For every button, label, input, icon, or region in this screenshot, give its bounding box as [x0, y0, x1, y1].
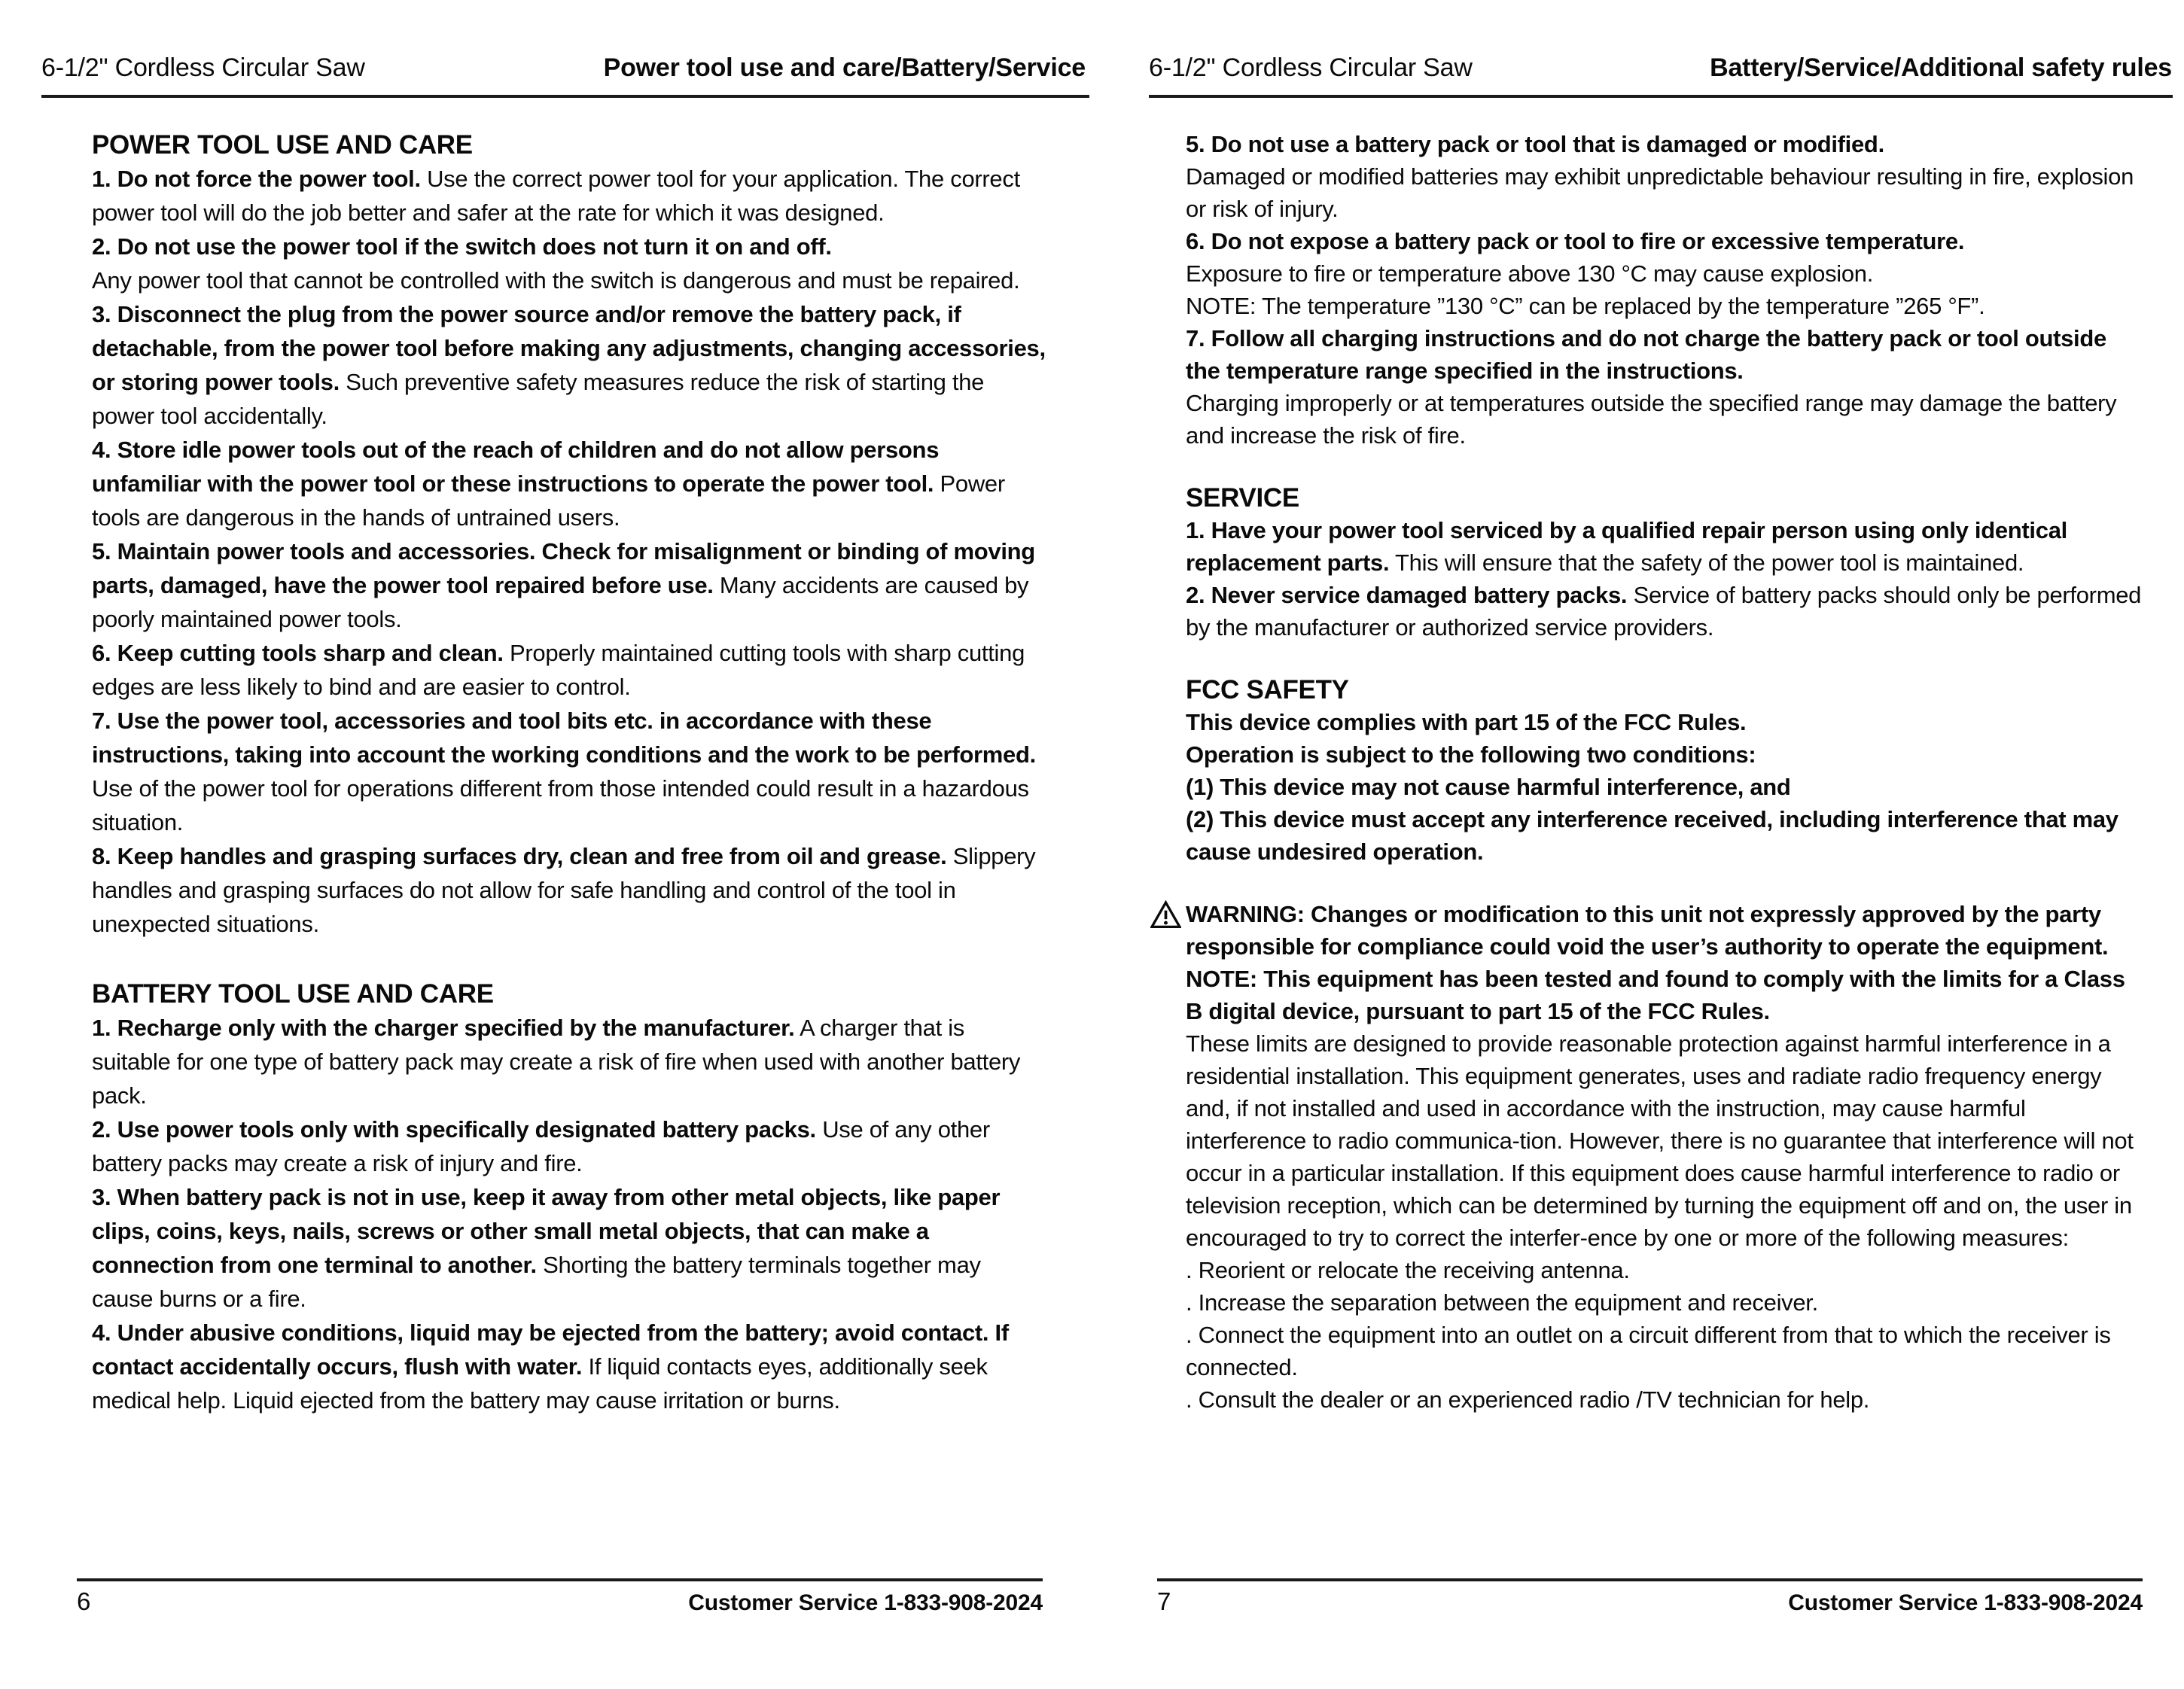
paragraph [92, 230, 1048, 263]
paragraph [1186, 290, 2142, 322]
product-title: 6-1/2" Cordless Circular Saw [41, 53, 365, 82]
page-header [1149, 51, 2172, 84]
paragraph [1186, 1383, 2142, 1416]
section-heading: POWER TOOL USE AND CARE [92, 130, 473, 160]
paragraph [1186, 257, 2142, 290]
paragraph [1186, 738, 2142, 771]
header-rule [1149, 95, 2173, 98]
bold-lead-text: 6. Do not expose a battery pack or tool to fire or excessive temperature. [1186, 228, 1965, 254]
page-body [92, 128, 1048, 1417]
customer-service-number: Customer Service 1-833-908-2024 [1788, 1590, 2143, 1615]
body-text: Properly maintained cutting tools with sharp cutting edges are less likely to bind and are easier to control. [92, 640, 1025, 700]
paragraph [1186, 225, 2142, 257]
body-text: Use the correct power tool for your application. The correct power tool will do the job better and safer at the rate for which it was designed. [92, 166, 1020, 226]
body-text: Shorting the battery terminals together may cause burns or a fire. [92, 1252, 981, 1312]
bold-lead-text: 4. Store idle power tools out of the reach of children and do not allow persons unfamiliar with the power tool or these instructions to operate the power tool. [92, 437, 940, 497]
bold-lead-text: 8. Keep handles and grasping surfaces dry, clean and free from oil and grease. [92, 843, 947, 869]
body-text: . Increase the separation between the equipment and receiver. [1186, 1289, 1818, 1316]
body-text: . Connect the equipment into an outlet on a circuit different from that to which the receiver is connected. [1186, 1322, 2111, 1380]
body-text: Such preventive safety measures reduce the risk of starting the power tool accidentally. [92, 369, 985, 429]
paragraph [92, 1316, 1048, 1417]
section-heading: BATTERY TOOL USE AND CARE [92, 979, 494, 1009]
bold-lead-text: 2. Never service damaged battery packs. [1186, 582, 1628, 608]
section-gap [1186, 452, 2142, 482]
bold-lead-text: (1) This device may not cause harmful interference, and [1186, 774, 1791, 800]
body-text: Damaged or modified batteries may exhibit unpredictable behaviour resulting in fire, explosion or risk of injury. [1186, 163, 2134, 222]
paragraph [92, 1112, 1048, 1180]
body-text: Exposure to fire or temperature above 130 °C may cause explosion. [1186, 260, 1874, 287]
bold-lead-text: WARNING: Changes or modification to this unit not expressly approved by the party responsible for compliance could void the user’s authority to operate the equipment. [1186, 901, 2109, 960]
bold-lead-text: 1. Have your power tool serviced by a qualified repair person using only identical replacement parts. [1186, 517, 2067, 576]
section-heading: SERVICE [1186, 483, 1299, 513]
bold-lead-text: 3. When battery pack is not in use, keep it away from other metal objects, like paper clips, coins, keys, nails, screws or other small metal objects, that can make a connection from one terminal to another. [92, 1184, 1001, 1278]
body-text: This will ensure that the safety of the power tool is maintained. [1389, 549, 2024, 576]
paragraph [1186, 1319, 2142, 1383]
page-7 [1092, 0, 2184, 1689]
paragraph [92, 263, 1048, 297]
bold-lead-text: 5. Maintain power tools and accessories. Check for misalignment or binding of moving parts, damaged, have the power tool repaired before use. [92, 538, 1035, 598]
body-text: Any power tool that cannot be controlled with the switch is dangerous and must be repaired. [92, 267, 1020, 294]
body-text: Use of any other battery packs may create a risk of injury and fire. [92, 1116, 990, 1176]
header-rule [41, 95, 1089, 98]
bold-lead-text: 2. Use power tools only with specifically designated battery packs. [92, 1116, 816, 1143]
section-gap [1186, 644, 2142, 674]
bold-lead-text: 5. Do not use a battery pack or tool that is damaged or modified. [1186, 131, 1884, 157]
warning-paragraph [1186, 898, 2142, 963]
section-gap [92, 941, 1048, 977]
page-footer [77, 1585, 1043, 1620]
bold-lead-text: Operation is subject to the following two conditions: [1186, 741, 1756, 768]
section-gap [1186, 868, 2142, 898]
paragraph [92, 297, 1048, 433]
paragraph [92, 1011, 1048, 1112]
bold-lead-text: 6. Keep cutting tools sharp and clean. [92, 640, 504, 666]
bold-lead-text: 1. Do not force the power tool. [92, 166, 421, 192]
paragraph [1186, 771, 2142, 803]
body-text: Charging improperly or at temperatures outside the specified range may damage the battery and increase the risk of fire. [1186, 390, 2117, 449]
body-text: These limits are designed to provide reasonable protection against harmful interference in a residential installation. This equipment generates, uses and radiate radio frequency energy and, if not installed and used in accordance with the instruction, may cause harmful interference to radio communica-tion. However, there is no guarantee that interference will not occur in a particular installation. If this equipment does cause harmful interference to radio or television reception, which can be determined by turning the equipment off and on, the user in encouraged to try to correct the interfer-ence by one or more of the following measures: [1186, 1030, 2134, 1251]
footer-rule [1157, 1578, 2143, 1581]
paragraph [1186, 128, 2142, 160]
page-footer [1157, 1585, 2143, 1620]
paragraph [1186, 387, 2142, 452]
paragraph [92, 433, 1048, 534]
paragraph [92, 636, 1048, 704]
paragraph [1186, 1254, 2142, 1286]
header-section-title: Power tool use and care/Battery/Service [603, 53, 1086, 82]
section-heading: FCC SAFETY [1186, 675, 1349, 705]
paragraph [92, 162, 1048, 230]
paragraph [1186, 1286, 2142, 1319]
page-body [1186, 128, 2142, 1416]
page-header [41, 51, 1086, 84]
page-number: 6 [77, 1587, 91, 1615]
body-text: Power tools are dangerous in the hands of untrained users. [92, 470, 1005, 531]
warning-icon [1150, 900, 1181, 929]
body-text: . Consult the dealer or an experienced radio /TV technician for help. [1186, 1386, 1870, 1413]
paragraph [1186, 160, 2142, 225]
paragraph [1186, 514, 2142, 579]
bold-lead-text: 1. Recharge only with the charger specified by the manufacturer. [92, 1015, 795, 1041]
paragraph [1186, 706, 2142, 738]
bold-lead-text: (2) This device must accept any interference received, including interference that may cause undesired operation. [1186, 806, 2119, 865]
body-text: Use of the power tool for operations different from those intended could result in a hazardous situation. [92, 775, 1029, 835]
bold-lead-text: 2. Do not use the power tool if the switch does not turn it on and off. [92, 233, 832, 260]
paragraph [1186, 803, 2142, 868]
customer-service-number: Customer Service 1-833-908-2024 [688, 1590, 1043, 1615]
paragraph [1186, 963, 2142, 1027]
bold-lead-text: 7. Use the power tool, accessories and tool bits etc. in accordance with these instructions, taking into account the working conditions and the work to be performed. [92, 708, 1036, 768]
header-section-title: Battery/Service/Additional safety rules [1710, 53, 2172, 82]
body-text: Many accidents are caused by poorly maintained power tools. [92, 572, 1029, 632]
body-text: If liquid contacts eyes, additionally seek medical help. Liquid ejected from the battery may cause irritation or burns. [92, 1353, 988, 1414]
paragraph [92, 1180, 1048, 1316]
bold-lead-text: 4. Under abusive conditions, liquid may be ejected from the battery; avoid contact. If contact accidentally occurs, flush with water. [92, 1319, 1009, 1380]
product-title: 6-1/2" Cordless Circular Saw [1149, 53, 1473, 82]
paragraph [92, 704, 1048, 839]
bold-lead-text: 7. Follow all charging instructions and do not charge the battery pack or tool outside the temperature range specified in the instructions. [1186, 325, 2106, 384]
paragraph [92, 839, 1048, 941]
body-text: Service of battery packs should only be performed by the manufacturer or authorized service providers. [1186, 582, 2142, 641]
bold-lead-text: 3. Disconnect the plug from the power source and/or remove the battery pack, if detachable, from the power tool before making any adjustments, changing accessories, or storing power tools. [92, 301, 1046, 395]
body-text: A charger that is suitable for one type of battery pack may create a risk of fire when used with another battery pack. [92, 1015, 1021, 1109]
bold-lead-text: NOTE: This equipment has been tested and found to comply with the limits for a Class B digital device, pursuant to part 15 of the FCC Rules. [1186, 966, 2125, 1024]
body-text: NOTE: The temperature ”130 °C” can be replaced by the temperature ”265 °F”. [1186, 293, 1985, 319]
footer-rule [77, 1578, 1043, 1581]
paragraph [92, 534, 1048, 636]
bold-lead-text: This device complies with part 15 of the FCC Rules. [1186, 709, 1747, 735]
body-text: Slippery handles and grasping surfaces do not allow for safe handling and control of the tool in unexpected situations. [92, 843, 1036, 937]
paragraph [1186, 322, 2142, 387]
paragraph [1186, 579, 2142, 644]
paragraph [1186, 1027, 2142, 1254]
body-text: . Reorient or relocate the receiving antenna. [1186, 1257, 1630, 1283]
page-number: 7 [1157, 1587, 1171, 1615]
